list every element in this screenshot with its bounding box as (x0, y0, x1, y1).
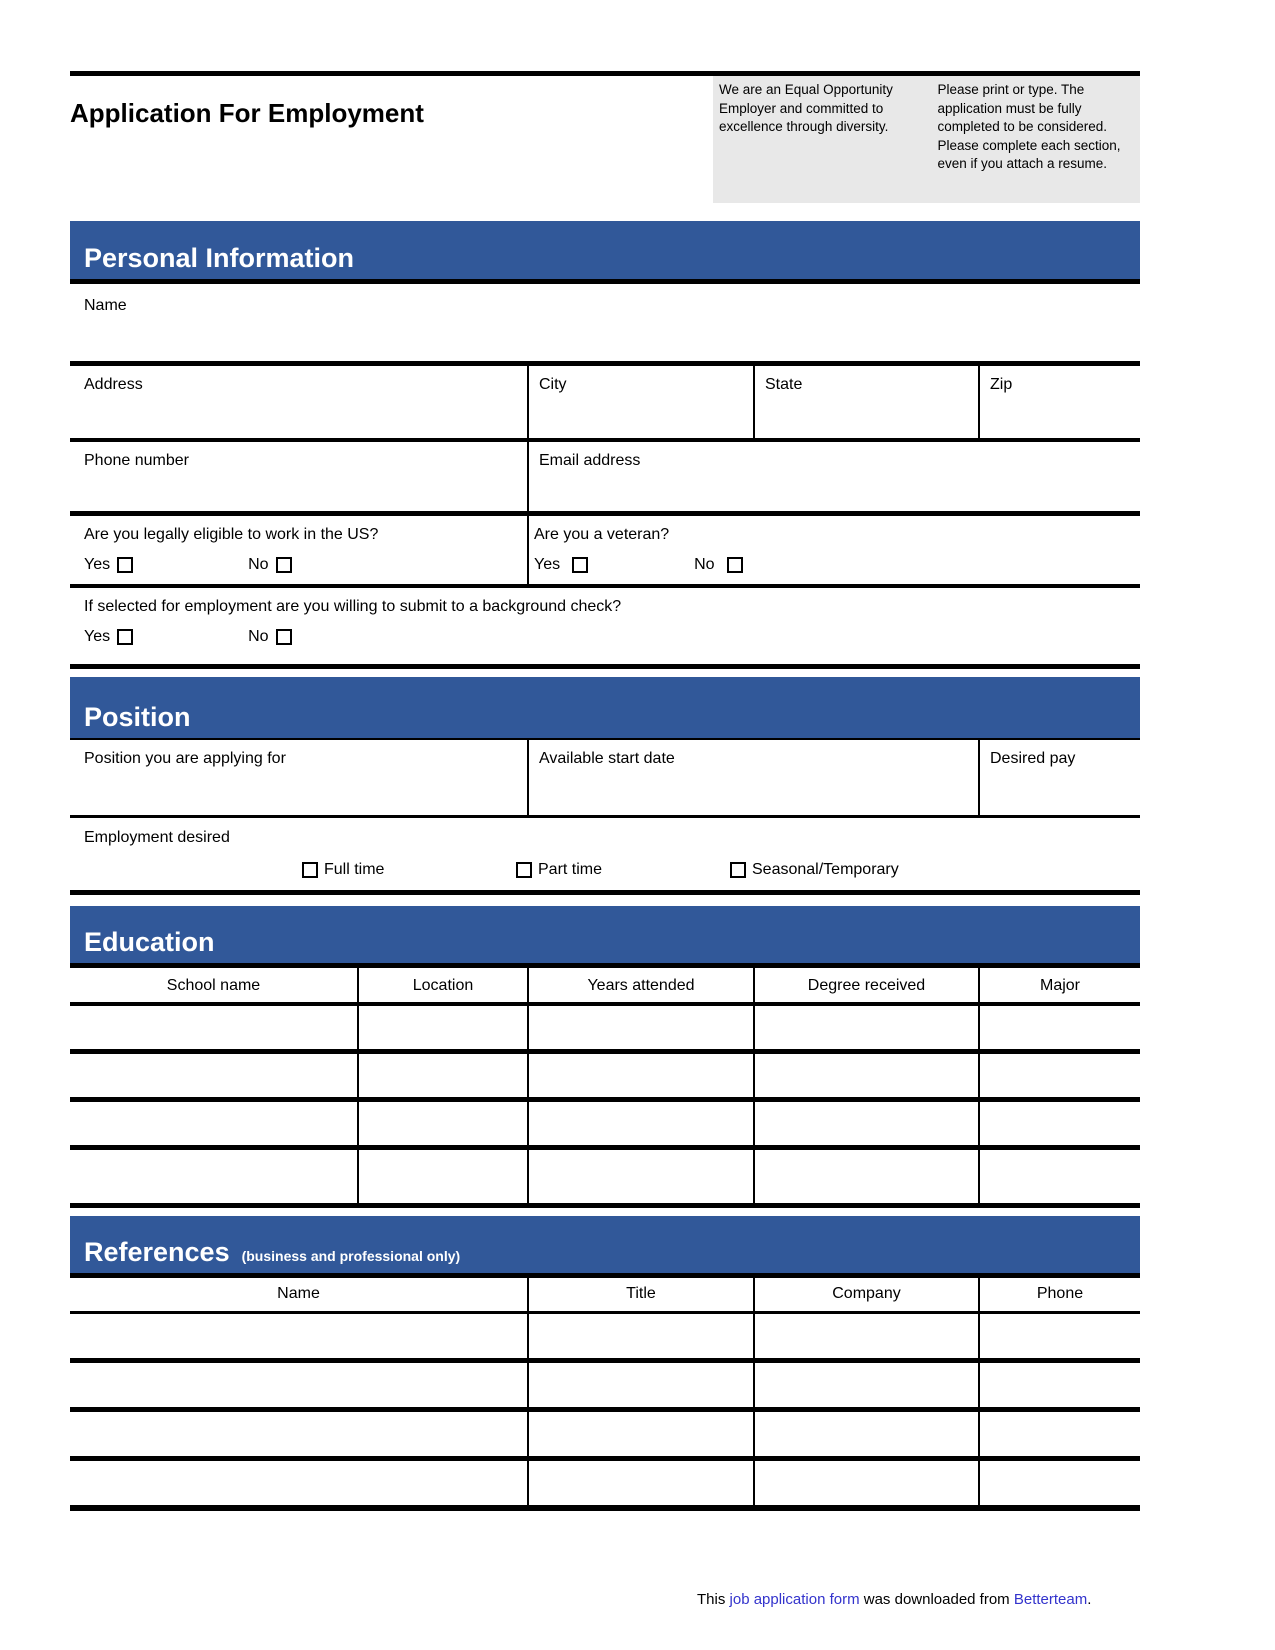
full-time-option (302, 861, 516, 879)
full-time-checkbox[interactable] (302, 862, 318, 878)
address-row (70, 366, 1140, 442)
major-cell (978, 1054, 1140, 1097)
full-time-label: Full time (324, 861, 385, 878)
section-header-references (70, 1216, 1140, 1278)
references-col-phone: Phone (978, 1278, 1140, 1311)
background-yes-no-group (84, 628, 1134, 646)
degree-received-cell (753, 1054, 978, 1097)
name-field (70, 284, 1140, 361)
reference-name-cell (70, 1412, 527, 1456)
section-header-personal-information (70, 221, 1140, 284)
school-name-cell (70, 1054, 357, 1097)
city-label: City (539, 376, 567, 393)
references-header-row (70, 1278, 1140, 1314)
location-cell (357, 1006, 527, 1049)
no-label: No (248, 556, 269, 573)
yes-label: Yes (534, 556, 561, 573)
education-empty-row (70, 1150, 1140, 1208)
major-cell (978, 1150, 1140, 1203)
references-col-company: Company (753, 1278, 978, 1311)
state-field (753, 366, 978, 438)
zip-label: Zip (990, 376, 1013, 393)
background-yes-checkbox[interactable] (117, 629, 133, 645)
footer-text: This (697, 1591, 730, 1608)
email-field (527, 442, 1140, 511)
background-check-question: If selected for employment are you willing to submit to a background check? (84, 598, 622, 615)
reference-phone-cell (978, 1314, 1140, 1358)
references-table (70, 1278, 1140, 1511)
employment-desired-row (70, 818, 1140, 895)
form-page (70, 0, 1140, 1511)
footer-note (697, 1591, 1091, 1608)
reference-title-cell (527, 1412, 753, 1456)
reference-title-cell (527, 1363, 753, 1407)
reference-company-cell (753, 1412, 978, 1456)
education-empty-row (70, 1102, 1140, 1150)
school-name-cell (70, 1102, 357, 1145)
footer-text: was downloaded from (859, 1591, 1014, 1608)
references-empty-row (70, 1363, 1140, 1412)
years-attended-cell (527, 1006, 753, 1049)
references-col-name: Name (277, 1285, 320, 1302)
desired-pay-label: Desired pay (990, 750, 1076, 767)
location-cell (357, 1102, 527, 1145)
major-cell (978, 1006, 1140, 1049)
phone-email-row (70, 442, 1140, 516)
education-col-location: Location (357, 968, 527, 1002)
section-header-position (70, 677, 1140, 740)
yes-label: Yes (84, 556, 111, 573)
location-cell (357, 1054, 527, 1097)
part-time-option (516, 861, 730, 879)
section-title: Position (84, 702, 191, 732)
employment-desired-label: Employment desired (84, 829, 230, 846)
page-title: Application For Employment (70, 98, 424, 128)
eligibility-question-cell (70, 516, 527, 584)
employment-type-options (70, 861, 1140, 879)
reference-company-cell (753, 1461, 978, 1505)
section-header-education (70, 906, 1140, 968)
eeo-notice: We are an Equal Opportunity Employer and committed to excellence through diversity. (719, 82, 893, 135)
section-title: Education (84, 927, 215, 957)
job-application-form-link[interactable]: job application form (729, 1591, 860, 1608)
phone-field (70, 442, 527, 511)
references-empty-row (70, 1461, 1140, 1511)
references-empty-row (70, 1314, 1140, 1363)
reference-phone-cell (978, 1363, 1140, 1407)
position-applying-field (70, 740, 527, 815)
personal-information-table (70, 361, 1140, 669)
betterteam-link[interactable]: Betterteam (1013, 1591, 1088, 1608)
instructions-box (713, 76, 1140, 203)
references-col-title: Title (527, 1278, 753, 1311)
degree-received-cell (753, 1006, 978, 1049)
reference-title-cell (527, 1461, 753, 1505)
eligible-no-checkbox[interactable] (276, 557, 292, 573)
print-instructions: Please print or type. The application must be fully completed to be considered. Please complete each section, even if you attach a resume. (937, 82, 1121, 172)
degree-received-cell (753, 1150, 978, 1203)
zip-field (978, 366, 1140, 438)
reference-phone-cell (978, 1412, 1140, 1456)
veteran-no-checkbox[interactable] (727, 557, 743, 573)
no-label: No (694, 556, 715, 573)
form-header (70, 76, 1140, 203)
desired-pay-field (978, 740, 1140, 815)
references-empty-row (70, 1412, 1140, 1461)
degree-received-cell (753, 1102, 978, 1145)
section-title: Personal Information (84, 243, 355, 273)
education-empty-row (70, 1054, 1140, 1102)
seasonal-temporary-checkbox[interactable] (730, 862, 746, 878)
reference-name-cell (70, 1461, 527, 1505)
veteran-question-cell (527, 516, 1140, 584)
section-title: References (84, 1237, 230, 1267)
education-col-degree-received: Degree received (753, 968, 978, 1002)
school-name-cell (70, 1006, 357, 1049)
education-header-row (70, 968, 1140, 1006)
part-time-checkbox[interactable] (516, 862, 532, 878)
reference-name-cell (70, 1314, 527, 1358)
education-empty-row (70, 1006, 1140, 1054)
address-label: Address (84, 376, 143, 393)
education-table (70, 968, 1140, 1208)
education-col-major: Major (978, 968, 1140, 1002)
section-subtitle: (business and professional only) (241, 1248, 461, 1264)
no-label: No (248, 628, 269, 645)
school-name-cell (70, 1150, 357, 1203)
start-date-field (527, 740, 978, 815)
reference-phone-cell (978, 1461, 1140, 1505)
eligibility-yes-no-group (84, 556, 521, 574)
footer-text: . (1087, 1591, 1092, 1608)
city-field (527, 366, 753, 438)
years-attended-cell (527, 1054, 753, 1097)
phone-label: Phone number (84, 452, 189, 469)
reference-company-cell (753, 1314, 978, 1358)
eligibility-question: Are you legally eligible to work in the US? (84, 526, 379, 543)
veteran-yes-no-group (534, 556, 1134, 574)
background-check-row (70, 588, 1140, 669)
address-field (70, 366, 527, 438)
education-col-school-name: School name (166, 977, 261, 994)
position-row (70, 740, 1140, 818)
eligibility-row (70, 516, 1140, 588)
email-label: Email address (539, 452, 641, 469)
start-date-label: Available start date (539, 750, 675, 767)
years-attended-cell (527, 1150, 753, 1203)
seasonal-temporary-label: Seasonal/Temporary (752, 861, 899, 878)
education-col-years-attended: Years attended (527, 968, 753, 1002)
reference-company-cell (753, 1363, 978, 1407)
state-label: State (765, 376, 803, 393)
background-no-checkbox[interactable] (276, 629, 292, 645)
position-table (70, 740, 1140, 895)
yes-label: Yes (84, 628, 111, 645)
veteran-yes-checkbox[interactable] (572, 557, 588, 573)
reference-title-cell (527, 1314, 753, 1358)
location-cell (357, 1150, 527, 1203)
veteran-question: Are you a veteran? (534, 526, 670, 543)
reference-name-cell (70, 1363, 527, 1407)
eligible-yes-checkbox[interactable] (117, 557, 133, 573)
background-check-cell (70, 588, 1140, 664)
major-cell (978, 1102, 1140, 1145)
name-label: Name (84, 297, 127, 314)
years-attended-cell (527, 1102, 753, 1145)
position-applying-label: Position you are applying for (84, 750, 286, 767)
seasonal-temporary-option (730, 861, 944, 879)
part-time-label: Part time (538, 861, 603, 878)
